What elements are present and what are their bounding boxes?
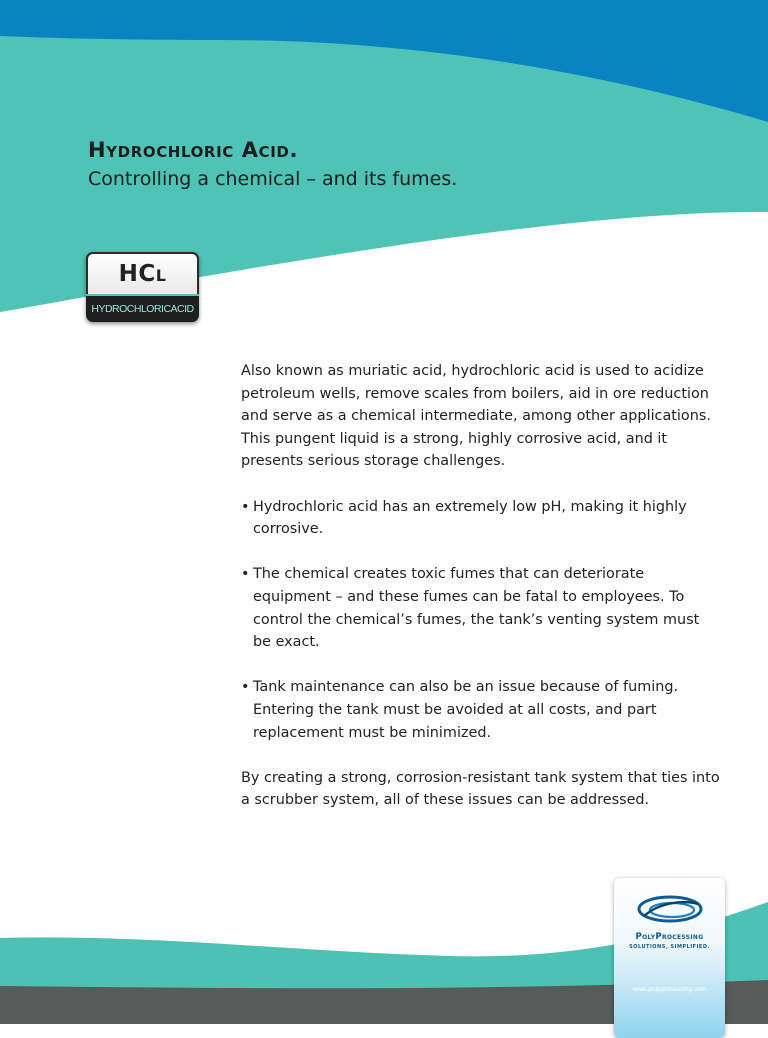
conclusion-paragraph: By creating a strong, corrosion-resistant tank system that ties into a scrubber system, all of these issues can be addressed. — [241, 769, 720, 809]
list-item-text: The chemical creates toxic fumes that can deteriorate equipment – and these fumes can be fatal to employees. To control the chemical’s fumes, the tank’s venting system must be exact. — [253, 566, 700, 651]
logo-tagline: SOLUTIONS, SIMPLIFIED. — [629, 944, 710, 950]
chemical-badge — [86, 252, 199, 322]
list-item — [241, 676, 721, 744]
intro-paragraph: Also known as muriatic acid, hydrochloric acid is used to acidize petroleum wells, remove scales from boilers, aid in ore reduction and serve as a chemical intermediate, among other applications. This pungent liquid is a strong, highly corrosive acid, and it presents serious storage challenges. — [241, 363, 711, 470]
page-subtitle: Controlling a chemical – and its fumes. — [88, 168, 458, 190]
chemical-badge-top — [86, 252, 199, 294]
list-item-text: Tank maintenance can also be an issue because of fuming. Entering the tank must be avoided at all costs, and part replacement must be minimized. — [253, 679, 679, 741]
logo-brand-name: PolyProcessing — [635, 932, 704, 942]
list-item — [241, 563, 721, 653]
bullet-icon: • — [241, 679, 250, 696]
chemical-symbol: HCl — [118, 261, 167, 287]
bullet-icon: • — [241, 566, 250, 583]
body-copy — [241, 360, 721, 834]
page-heading — [88, 136, 457, 194]
website-url: www.polyprocessing.com — [632, 986, 707, 993]
chemical-name: HYDROCHLORICACID — [86, 294, 199, 322]
page-title: Hydrochloric Acid. — [88, 138, 299, 162]
list-item — [241, 496, 721, 541]
bullet-icon: • — [241, 498, 250, 515]
company-logo-card — [614, 878, 725, 1038]
list-item-text: Hydrochloric acid has an extremely low pH, making it highly corrosive. — [253, 498, 687, 538]
issues-list — [241, 496, 721, 745]
swoosh-logo-icon — [636, 892, 704, 926]
